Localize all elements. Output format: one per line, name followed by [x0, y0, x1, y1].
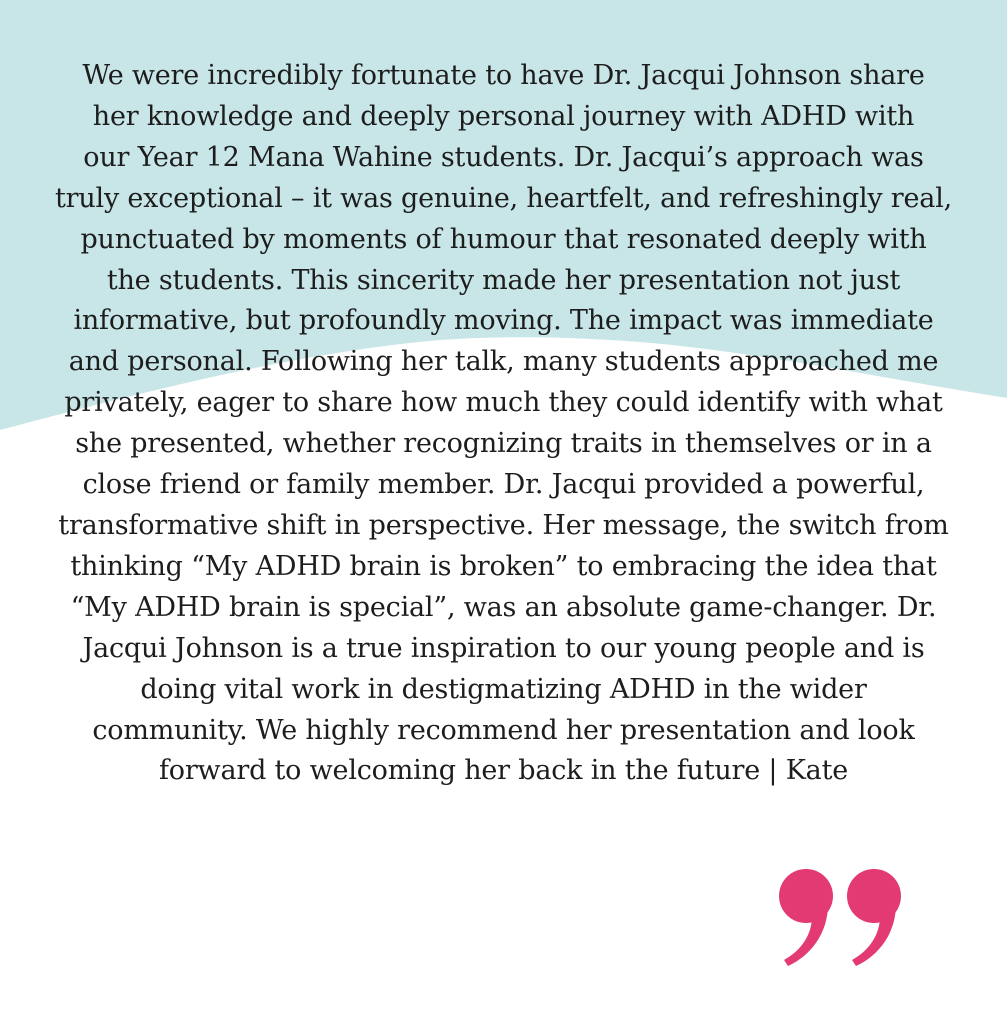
testimonial-line: “My ADHD brain is special”, was an absolute game-changer. Dr. [70, 591, 937, 623]
testimonial-line: We were incredibly fortunate to have Dr. Jacqui Johnson share [82, 60, 925, 91]
quote-glyph-right [847, 869, 901, 966]
quote-glyph-left [779, 869, 833, 966]
testimonial-line: doing vital work in destigmatizing ADHD in the wider [140, 673, 867, 705]
testimonial-line: punctuated by moments of humour that resonated deeply with [80, 223, 927, 255]
testimonial-line: Jacqui Johnson is a true inspiration to our young people and is [82, 632, 925, 664]
testimonial-line: and personal. Following her talk, many students approached me [68, 346, 939, 378]
testimonial-line: the students. This sincerity made her presentation not just [106, 264, 901, 296]
testimonial-line: her knowledge and deeply personal journey with ADHD with [92, 100, 915, 132]
testimonial-line: truly exceptional – it was genuine, heartfelt, and refreshingly real, [54, 182, 953, 214]
testimonial-line: informative, but profoundly moving. The impact was immediate [73, 305, 934, 337]
testimonial-line: forward to welcoming her back in the future | Kate [159, 755, 848, 787]
testimonial-line: our Year 12 Mana Wahine students. Dr. Jacqui’s approach was [83, 141, 924, 173]
testimonial-line: community. We highly recommend her presentation and look [92, 714, 915, 746]
testimonial-line: transformative shift in perspective. Her message, the switch from [58, 509, 949, 541]
testimonial-line: thinking “My ADHD brain is broken” to embracing the idea that [70, 550, 937, 582]
testimonial-text [6, 56, 1001, 792]
testimonial-line: she presented, whether recognizing traits in themselves or in a [75, 428, 932, 460]
closing-quote-icon [770, 858, 910, 968]
testimonial-line: close friend or family member. Dr. Jacqui provided a powerful, [82, 469, 925, 501]
testimonial-line: privately, eager to share how much they could identify with what [64, 387, 943, 419]
